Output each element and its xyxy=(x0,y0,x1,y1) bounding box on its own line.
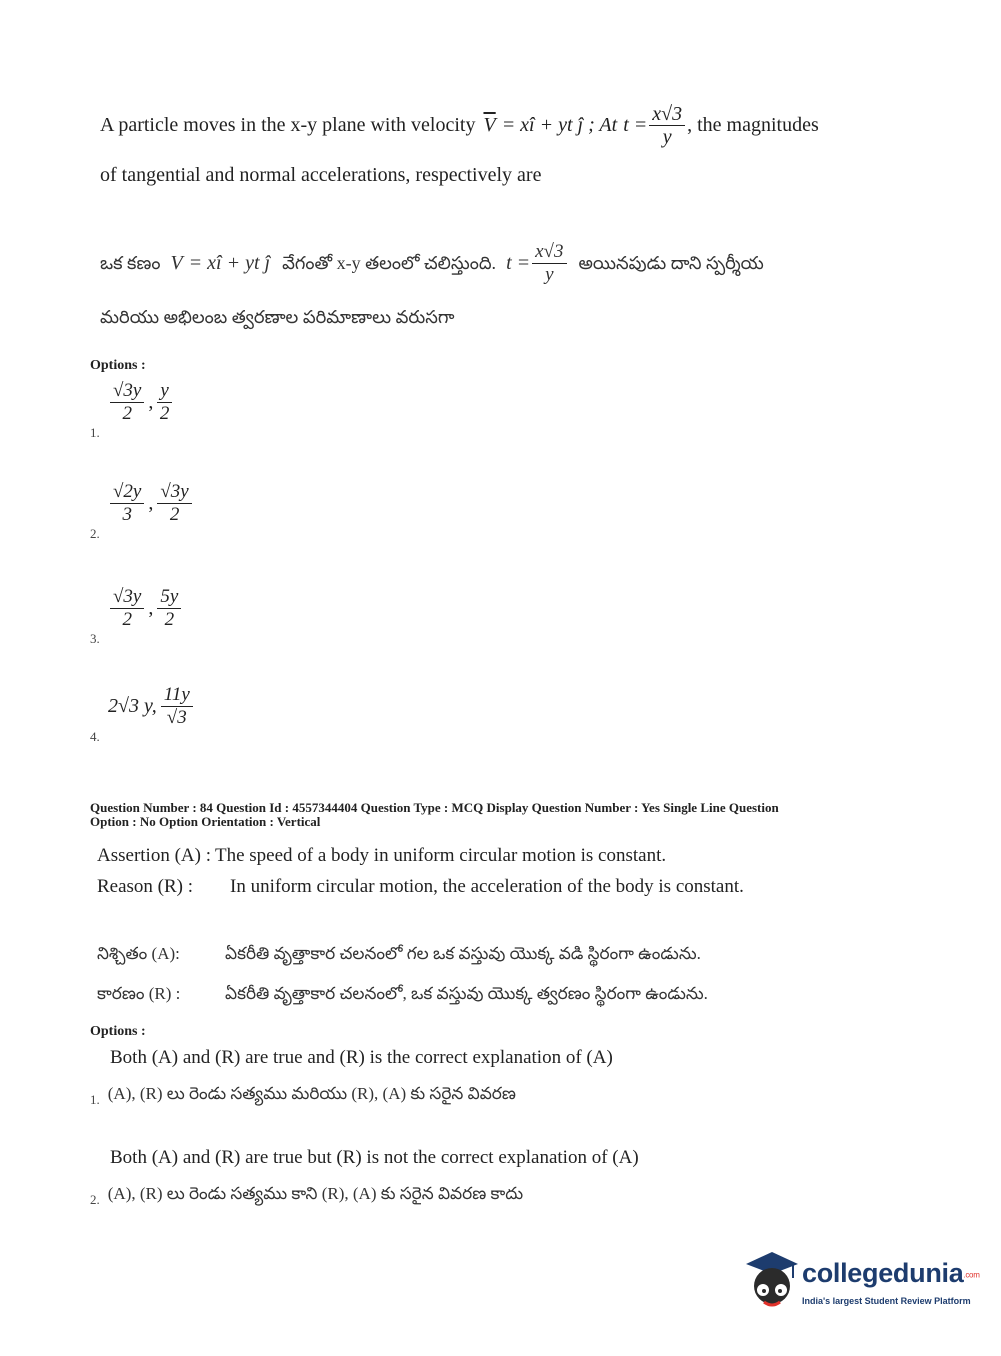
telugu-time-lhs: t = xyxy=(506,252,531,274)
option-3-number: 3. xyxy=(90,631,100,646)
q84-option-1-telugu: (A), (R) లు రెండు సత్యము మరియు (R), (A) కు సరైన వివరణ xyxy=(107,1084,516,1103)
assertion-reason-english xyxy=(97,840,744,902)
option-1-b-num: y xyxy=(157,380,171,403)
question-meta xyxy=(90,801,910,829)
telugu-time-denominator: y xyxy=(545,263,554,285)
q84-option-2-telugu: (A), (R) లు రెండు సత్యము కాని (R), (A) కు సరైన వివరణ కాదు xyxy=(107,1184,524,1203)
q84-option-2-number: 2. xyxy=(90,1192,100,1207)
q84-option-1-row xyxy=(90,1076,613,1112)
option-3-math: $\frac{√3y}{2}$ , $\frac{5y}{2}$ xyxy=(108,586,183,631)
assertion-reason-telugu xyxy=(97,934,708,1014)
q84-option-2-english: Both (A) and (R) are true but (R) is not the correct explanation of (A) xyxy=(110,1147,639,1168)
assertion-label: Assertion (A) : xyxy=(97,845,211,866)
reason-row xyxy=(97,871,744,902)
option-3-frac-a xyxy=(110,586,144,631)
q84-option-1-english: Both (A) and (R) are true and (R) is the correct explanation of (A) xyxy=(110,1047,613,1068)
te-assertion-row xyxy=(97,934,708,974)
option-1[interactable] xyxy=(90,380,174,441)
option-3-b-num: 5y xyxy=(157,586,181,609)
option-4-math xyxy=(108,684,195,729)
option-3-b-den: 2 xyxy=(164,609,175,630)
option-1-a-den: 2 xyxy=(122,403,132,424)
option-1-math: $\frac{√3y}{2}$ , $\frac{y}{2}$ xyxy=(108,380,174,425)
options-label: Options : xyxy=(90,358,146,373)
option-1-b-den: 2 xyxy=(159,403,170,424)
question-meta-line-1: Question Number : 84 Question Id : 4557344404 Question Type : MCQ Display Question Number : Yes Single Line Question xyxy=(90,800,779,815)
logo-tagline: India's largest Student Review Platform xyxy=(802,1296,971,1306)
question-meta-line-2: Option : No Option Orientation : Vertical xyxy=(90,814,321,829)
option-3-a-num: √3y xyxy=(110,586,144,609)
telugu-velocity-vector: V xyxy=(170,252,183,274)
assertion-text: The speed of a body in uniform circular motion is constant. xyxy=(214,845,667,866)
question-83-english xyxy=(100,100,880,200)
option-2-a-num: √2y xyxy=(110,481,144,504)
telugu-text-post: అయినపుడు దాని స్పర్శీయ xyxy=(578,253,764,273)
telugu-line-1 xyxy=(100,236,880,290)
option-4-b-den: √3 xyxy=(166,707,187,728)
option-4[interactable] xyxy=(90,684,195,745)
te-assertion-text: ఏకరీతి వృత్తాకార చలనంలో గల ఒక వస్తువు యొక్క వడి స్థిరంగా ఉండును. xyxy=(225,944,701,963)
question-text-post: , the magnitudes xyxy=(687,114,819,136)
option-4-number: 4. xyxy=(90,729,100,744)
time-lhs: t = xyxy=(623,114,648,136)
te-reason-label: కారణం (R) : xyxy=(97,984,181,1003)
assertion-row xyxy=(97,840,744,871)
logo-name xyxy=(802,1258,980,1289)
question-line-1 xyxy=(100,100,880,150)
time-fraction xyxy=(649,103,685,148)
question-text-pre: A particle moves in the x-y plane with velocity xyxy=(100,114,476,136)
telugu-time-fraction xyxy=(532,241,566,286)
telugu-text-mid: వేగంతో x-y తలంలో చలిస్తుంది. xyxy=(282,253,497,273)
logo-name-text: collegedunia xyxy=(802,1258,964,1288)
option-2-frac-b xyxy=(157,481,191,526)
logo-suffix: .com xyxy=(963,1270,980,1280)
option-2-number: 2. xyxy=(90,526,100,541)
option-1-frac-b xyxy=(157,380,171,425)
velocity-expression: = xî + yt ĵ ; At xyxy=(501,114,618,136)
q84-option-1-number: 1. xyxy=(90,1092,100,1107)
reason-text: In uniform circular motion, the acceleration of the body is constant. xyxy=(230,876,744,897)
telugu-text-pre: ఒక కణం xyxy=(100,253,161,273)
collegedunia-logo[interactable] xyxy=(742,1250,980,1320)
option-3[interactable] xyxy=(90,586,183,647)
question-line-2: of tangential and normal accelerations, respectively are xyxy=(100,164,542,186)
option-3-a-den: 2 xyxy=(122,609,132,630)
q84-option-2[interactable] xyxy=(90,1140,639,1212)
option-3-frac-b xyxy=(157,586,181,631)
option-2-b-num: √3y xyxy=(157,481,191,504)
q84-option-1[interactable] xyxy=(90,1040,613,1112)
vector-arrow-symbol: $\overline{V}$ xyxy=(483,114,496,136)
option-1-a-num: √3y xyxy=(110,380,144,403)
option-1-frac-a xyxy=(110,380,144,425)
velocity-vector xyxy=(483,100,495,150)
reason-label: Reason (R) : xyxy=(97,876,194,897)
telugu-line-2: మరియు అభిలంబ త్వరణాల పరిమాణాలు వరుసగా xyxy=(100,307,455,327)
option-4-frac-b xyxy=(161,684,193,729)
te-reason-text: ఏకరీతి వృత్తాకార చలనంలో, ఒక వస్తువు యొక్క త్వరణం స్థిరంగా ఉండును. xyxy=(225,984,708,1003)
telugu-velocity-expression: = xî + yt ĵ xyxy=(188,252,271,274)
option-2[interactable] xyxy=(90,481,194,542)
q84-option-2-row xyxy=(90,1176,639,1212)
options-label-2: Options : xyxy=(90,1024,146,1039)
telugu-time-numerator: x√3 xyxy=(532,241,566,264)
question-83-telugu xyxy=(100,236,880,344)
time-fraction-denominator: y xyxy=(662,125,672,148)
mascot-icon xyxy=(742,1250,802,1312)
option-4-b-num: 11y xyxy=(161,684,193,707)
te-reason-row xyxy=(97,974,708,1014)
time-fraction-numerator: x√3 xyxy=(649,103,685,126)
option-2-a-den: 3 xyxy=(122,504,132,525)
option-2-frac-a xyxy=(110,481,144,526)
option-2-b-den: 2 xyxy=(169,504,180,525)
te-assertion-label: నిశ్చితం (A): xyxy=(97,944,180,963)
option-1-number: 1. xyxy=(90,425,100,440)
option-2-math: $\frac{√2y}{3}$ , $\frac{√3y}{2}$ xyxy=(108,481,194,526)
option-4-lead: 2√3 y, xyxy=(108,695,157,717)
